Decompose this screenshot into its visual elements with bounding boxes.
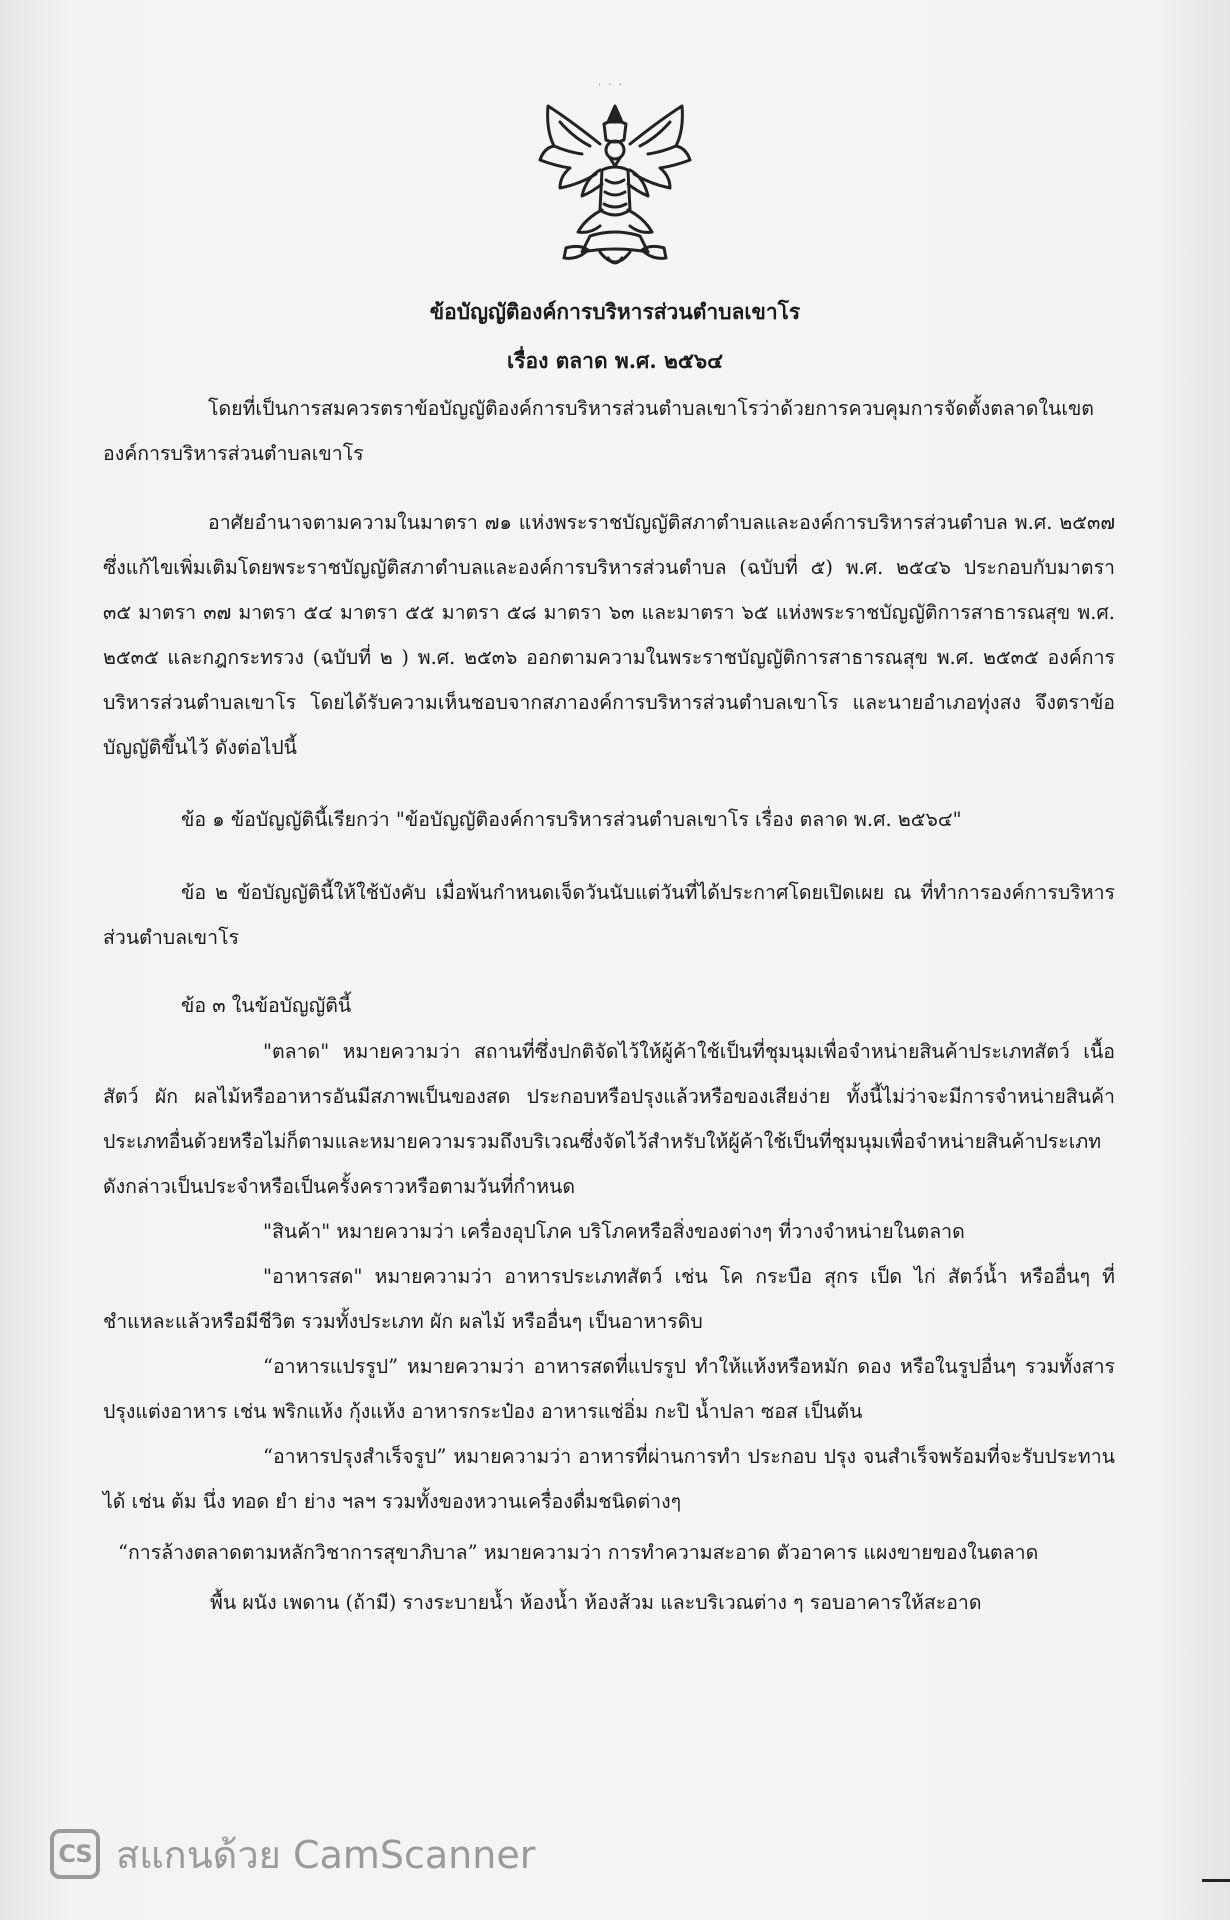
- document-title: ข้อบัญญัติองค์การบริหารส่วนตำบลเขาโร: [429, 299, 801, 324]
- clause-2: ข้อ ๒ ข้อบัญญัตินี้ให้ใช้บังคับ เมื่อพ้นกำหนดเจ็ดวันนับแต่วันที่ได้ประกาศโดยเปิดเผย ณ ที่ทำการองค์การบริหารส่วนตำบลเขาโร: [103, 881, 1115, 949]
- preamble-paragraph-1: โดยที่เป็นการสมควรตราข้อบัญญัติองค์การบริหารส่วนตำบลเขาโรว่าด้วยการควบคุมการจัดตั้งตลาดในเขตองค์การบริหารส่วนตำบลเขาโร: [103, 397, 1094, 465]
- preamble-paragraph-2: อาศัยอำนาจตามความในมาตรา ๗๑ แห่งพระราชบัญญัติสภาตำบลและองค์การบริหารส่วนตำบล พ.ศ. ๒๕๓๗ ซึ่งแก้ไขเพิ่มเติมโดยพระราชบัญญัติสภาตำบลและองค์การบริหารส่วนตำบล (ฉบับที่ ๕) พ.ศ. ๒๕๔๖ ประกอบกับมาตรา ๓๕ มาตรา ๓๗ มาตรา ๕๔ มาตรา ๕๕ มาตรา ๕๘ มาตรา ๖๓ และมาตรา ๖๕ แห่งพระราชบัญญัติการสาธารณสุข พ.ศ. ๒๕๓๕ และกฎกระทรวง (ฉบับที่ ๒ ) พ.ศ. ๒๕๓๖ ออกตามความในพระราชบัญญัติการสาธารณสุข พ.ศ. ๒๕๓๕ องค์การบริหารส่วนตำบลเขาโร โดยได้รับความเห็นชอบจากสภาองค์การบริหารส่วนตำบลเขาโร และนายอำเภอทุ่งสง จึงตราข้อบัญญัติขึ้นไว้ ดังต่อไปนี้: [103, 511, 1115, 759]
- camscanner-watermark: [50, 1826, 535, 1882]
- definition-goods: "สินค้า" หมายความว่า เครื่องอุปโภค บริโภคหรือสิ่งของต่างๆ ที่วางจำหน่ายในตลาด: [263, 1220, 965, 1243]
- definition-cleaning-line-1: “การล้างตลาดตามหลักวิชาการสุขาภิบาล” หมายความว่า การทำความสะอาด ตัวอาคาร แผงขายของในตลาด: [118, 1541, 1039, 1564]
- camscanner-text: สแกนด้วย CamScanner: [116, 1832, 536, 1877]
- definition-cleaning-line-2: พื้น ผนัง เพดาน (ถ้ามี) รางระบายน้ำ ห้องน้ำ ห้องส้วม และบริเวณต่าง ๆ รอบอาคารให้สะอาด: [210, 1591, 982, 1614]
- clause-3: ข้อ ๓ ในข้อบัญญัตินี้: [181, 994, 352, 1017]
- definition-market: "ตลาด" หมายความว่า สถานที่ซึ่งปกติจัดไว้ให้ผู้ค้าใช้เป็นที่ชุมนุมเพื่อจำหน่ายสินค้าประเภทสัตว์ เนื้อสัตว์ ผัก ผลไม้หรืออาหารอันมีสภาพเป็นของสด ประกอบหรือปรุงแล้วหรือของเสียง่าย ทั้งนี้ไม่ว่าจะมีการจำหน่ายสินค้าประเภทอื่นด้วยหรือไม่ก็ตามและหมายความรวมถึงบริเวณซึ่งจัดไว้สำหรับให้ผู้ค้าใช้เป็นที่ชุมนุมเพื่อจำหน่ายสินค้าประเภทดังกล่าวเป็นประจำหรือเป็นครั้งคราวหรือตามวันที่กำหนด: [103, 1040, 1115, 1198]
- clause-1: ข้อ ๑ ข้อบัญญัตินี้เรียกว่า "ข้อบัญญัติองค์การบริหารส่วนตำบลเขาโร เรื่อง ตลาด พ.ศ. ๒๕๖๔": [181, 808, 962, 831]
- definition-processed-food: “อาหารแปรรูป” หมายความว่า อาหารสดที่แปรรูป ทำให้แห้งหรือหมัก ดอง หรือในรูปอื่นๆ รวมทั้งสารปรุงแต่งอาหาร เช่น พริกแห้ง กุ้งแห้ง อาหารกระป๋อง อาหารแช่อิ่ม กะปิ น้ำปลา ซอส เป็นต้น: [103, 1355, 1115, 1423]
- document-subtitle: เรื่อง ตลาด พ.ศ. ๒๕๖๔: [507, 348, 723, 373]
- camscanner-logo-icon: CS: [50, 1829, 100, 1879]
- garuda-emblem-icon: [530, 100, 700, 280]
- definition-ready-food: “อาหารปรุงสำเร็จรูป” หมายความว่า อาหารที่ผ่านการทำ ประกอบ ปรุง จนสำเร็จพร้อมที่จะรับประทานได้ เช่น ต้ม นึ่ง ทอด ยำ ย่าง ฯลฯ รวมทั้งของหวานเครื่องดื่มชนิดต่างๆ: [103, 1445, 1115, 1513]
- edge-mark: [1202, 1879, 1230, 1882]
- definition-fresh-food: "อาหารสด" หมายความว่า อาหารประเภทสัตว์ เช่น โค กระบือ สุกร เป็ด ไก่ สัตว์น้ำ หรืออื่นๆ ที่ชำแหละแล้วหรือมีชีวิต รวมทั้งประเภท ผัก ผลไม้ หรืออื่นๆ เป็นอาหารดิบ: [103, 1265, 1115, 1333]
- stamp-dots: · · ·: [598, 80, 624, 91]
